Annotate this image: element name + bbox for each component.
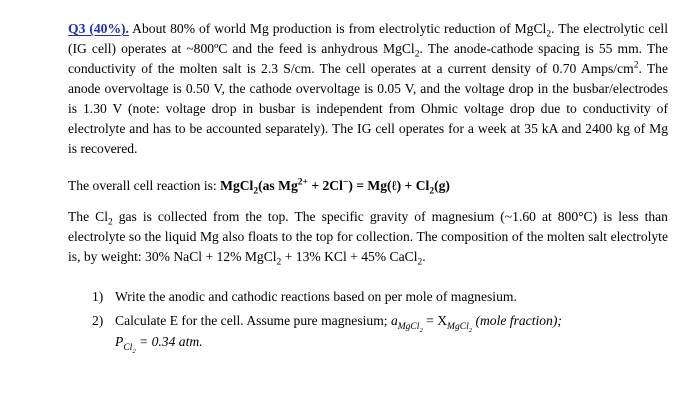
sub-question-number: 2) xyxy=(92,313,104,328)
electrolyte-paragraph: The $Cl_2$ gas is collected from the top. The specific gravity of magnesium (~1.60 at 800°C) is less than electrolyte so the liquid Mg also floats to the top for collection. The composition of the molten salt electrolyte is, by weight: 30% NaCl + 12% MgCl$_2$ + 13% KCl + 45% CaCl$_2$. xyxy=(68,209,668,268)
question-label: Q3 (40%). xyxy=(68,21,129,36)
reaction-intro: The overall cell reaction is: xyxy=(68,178,221,193)
sub-question-text: Write the anodic and cathodic reactions based on per mole of magnesium. xyxy=(115,289,517,304)
sub-question xyxy=(92,311,668,334)
sub-question-list xyxy=(92,287,668,355)
sub-question-number: 1) xyxy=(92,289,104,304)
sub-question-text: Calculate E for the cell. Assume pure magnesium; $a_{MgCl_2} = X_{MgCl_2}$ (mole fraction); xyxy=(115,313,562,334)
pressure-expression: $P_{Cl_2} = 0.34$ atm. xyxy=(115,334,203,355)
reaction-equation: MgCl$_2$(as $Mg^{2+} + 2Cl^-$) = Mg(ℓ) + $Cl_2(g)$ xyxy=(220,177,450,197)
activity-expression: $a_{MgCl_2}$ xyxy=(390,313,423,334)
cell-reaction-line xyxy=(68,176,450,196)
sub-question xyxy=(92,287,668,307)
problem-paragraph: Q3 (40%). About 80% of world Mg production is from electrolytic reduction of MgCl$_2$. The electrolytic cell (IG cell) operates at ~800ºC and the feed is anhydrous MgCl$_2$. The anode-cathode spacing is 55 mm. The conductivity of the molten salt is 2.3 S/cm. The cell operates at a current density of 0.70 Amps/$cm^2$. The anode overvoltage is 0.50 V, the cathode overvoltage is 0.05 V, and the voltage drop in the busbar/electrodes is 1.30 V (note: voltage drop in busbar is independent from Ohmic voltage drop due to conductivity of electrolyte and has to be accounted separately). The IG cell operates for a week at 35 kA and 2400 kg of Mg is recovered. xyxy=(68,21,669,156)
